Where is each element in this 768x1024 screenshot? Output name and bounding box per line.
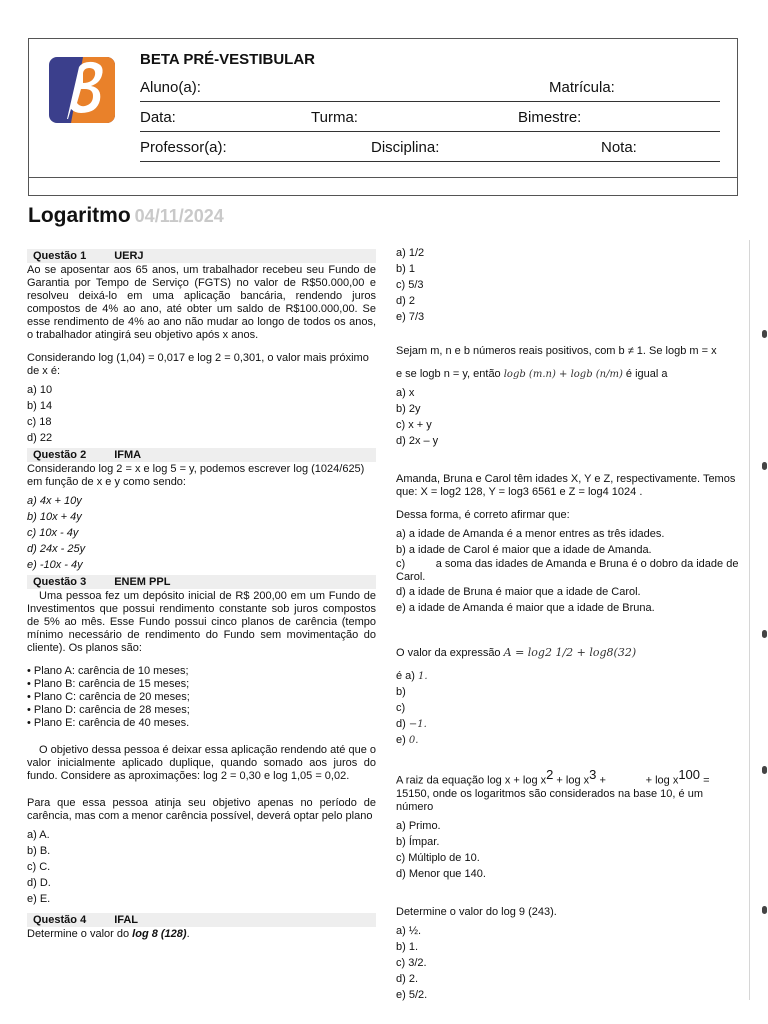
q5-text-before: e se logb n = y, então	[396, 368, 504, 380]
edge-mark	[762, 330, 767, 338]
right-column	[396, 245, 741, 1003]
q6-option-d[interactable]: d) a idade de Bruna é maior que a idade de Carol.	[396, 586, 641, 598]
question-4-text	[27, 928, 376, 941]
date-row	[140, 103, 720, 132]
question-source: ENEM PPL	[114, 576, 171, 588]
q1-option-a[interactable]: a) 10	[27, 384, 53, 396]
plan-c: • Plano C: carência de 20 meses;	[27, 691, 190, 703]
q6-option-e[interactable]: e) a idade de Amanda é maior que a idade de Bruna.	[396, 602, 655, 614]
q2-option-a[interactable]: a) 4x + 10y	[27, 495, 82, 507]
question-3-header	[27, 575, 376, 589]
beta-logo-icon	[49, 57, 115, 123]
edge-mark	[762, 462, 767, 470]
question-label: Questão 2	[33, 449, 87, 461]
question-label: Questão 3	[33, 576, 87, 588]
q9-option-c[interactable]: c) 3/2.	[396, 956, 427, 969]
q9-option-a[interactable]: a) ½.	[396, 924, 422, 937]
q4-option-c[interactable]: c) 5/3	[396, 279, 424, 291]
edge-mark	[762, 630, 767, 638]
q4-option-d[interactable]: d) 2	[396, 295, 415, 307]
date-label: Data:	[140, 109, 176, 126]
plan-b: • Plano B: carência de 15 meses;	[27, 678, 190, 690]
q2-option-e[interactable]: e) -10x - 4y	[27, 559, 83, 571]
q3-option-e[interactable]: e) E.	[27, 893, 51, 905]
q2-option-c[interactable]: c) 10x - 4y	[27, 527, 79, 539]
school-name: BETA PRÉ-VESTIBULAR	[140, 51, 316, 68]
question-3-text-2: O objetivo dessa pessoa é deixar essa aplicação rendendo até que o valor inicialmente aplicado duplique, quando somado aos juros do fundo. Considere as aproximações: log 2 = 0,30 e log 1,05 = 0,02.	[27, 744, 376, 782]
student-label: Aluno(a):	[140, 79, 201, 96]
question-2-text: Considerando log 2 = x e log 5 = y, podemos escrever log (1024/625) em função de x e y como sendo:	[27, 463, 365, 488]
q5-formula: logb (m.n) + logb (n/m)	[503, 369, 623, 380]
plan-e: • Plano E: carência de 40 meses.	[27, 717, 190, 729]
q4-option-e[interactable]: e) 7/3	[396, 311, 425, 323]
question-1-text: Ao se aposentar aos 65 anos, um trabalhador recebeu seu Fundo de Garantia por Tempo de Serviço (FGTS) no valor de R$50.000,00 e resolveu deixá-lo em uma aplicação bancária, rendendo juros compostos de 4% ao ano, até obter um saldo de R$100.000,00. Se esse rendimento de 4% ao ano não mudar ao longo de todos os anos, o trabalhador atingirá seu objetivo após x anos.	[27, 264, 376, 341]
q8-option-b[interactable]: b) Ímpar.	[396, 835, 440, 848]
q8-exp-2: 3	[589, 767, 597, 782]
edge-mark	[762, 906, 767, 914]
q9-option-e[interactable]: e) 5/2.	[396, 988, 428, 1001]
plan-d: • Plano D: carência de 28 meses;	[27, 704, 190, 716]
q7-option-c[interactable]	[396, 700, 741, 716]
q5-text-after: é igual a	[622, 368, 668, 380]
q5-option-b[interactable]: b) 2y	[396, 403, 421, 415]
q7-option-b[interactable]	[396, 684, 741, 700]
q7-option-letter: e)	[396, 734, 406, 746]
q6-option-a[interactable]: a) a idade de Amanda é a menor entres as três idades.	[396, 528, 665, 540]
q6-option-b[interactable]: b) a idade de Carol é maior que a idade de Amanda.	[396, 544, 652, 556]
q1-option-d[interactable]: d) 22	[27, 432, 53, 444]
title-date: 04/11/2024	[134, 206, 224, 226]
question-5-text: Sejam m, n e b números reais positivos, com b ≠ 1. Se logb m = x	[396, 345, 717, 357]
q8-part-1: A raiz da equação log x + log x	[396, 774, 547, 787]
header-divider	[29, 177, 737, 178]
q3-option-a[interactable]: a) A.	[27, 829, 50, 841]
q9-option-d[interactable]: d) 2.	[396, 972, 419, 985]
term-label: Bimestre:	[518, 109, 582, 126]
left-column	[27, 249, 376, 941]
page-title	[28, 204, 224, 228]
q5-option-a[interactable]: a) x	[396, 387, 415, 399]
q3-option-d[interactable]: d) D.	[27, 877, 51, 889]
q4-option-b[interactable]: b) 1	[396, 263, 415, 275]
question-source: IFMA	[114, 449, 142, 461]
q8-part-3: + + log x	[596, 774, 679, 787]
registration-label: Matrícula:	[549, 79, 615, 96]
title-text: Logaritmo	[28, 204, 131, 227]
plan-a: • Plano A: carência de 10 meses;	[27, 665, 189, 677]
q4-option-a[interactable]: a) 1/2	[396, 247, 425, 259]
q3-option-b[interactable]: b) B.	[27, 845, 51, 857]
q7-option-letter: b)	[396, 686, 406, 698]
subject-label: Disciplina:	[371, 139, 440, 156]
q6-option-c[interactable]: c) a soma das idades de Amanda e Bruna é o dobro da idade de Carol.	[396, 558, 742, 583]
student-row	[140, 73, 720, 102]
teacher-label: Professor(a):	[140, 139, 227, 156]
q7-lead: é a)	[396, 670, 419, 682]
q8-option-a[interactable]: a) Primo.	[396, 819, 441, 832]
grade-label: Nota:	[601, 139, 637, 156]
header-box	[28, 38, 738, 196]
question-3-text: Uma pessoa fez um depósito inicial de R$ 200,00 em um Fundo de Investimentos que possui rendimento constante sob juros compostos de 5% ao mês. Esse Fundo possui cinco planos de carência (tempo mínimo necessário de rendimento do Fundo sem movimentação do cliente). Os planos são:	[27, 590, 376, 654]
question-1-text-2: Considerando log (1,04) = 0,017 e log 2 = 0,301, o valor mais próximo de x é:	[27, 352, 369, 377]
q1-option-b[interactable]: b) 14	[27, 400, 53, 412]
q2-option-d[interactable]: d) 24x - 25y	[27, 543, 86, 555]
q5-option-d[interactable]: d) 2x – y	[396, 435, 439, 447]
q8-part-4: =	[700, 774, 710, 787]
question-6-text: Amanda, Bruna e Carol têm idades X, Y e Z, respectivamente. Temos que: X = log2 128, Y = log3 6561 e Z = log4 1024 .	[396, 473, 736, 498]
question-6-text-2: Dessa forma, é correto afirmar que:	[396, 509, 570, 521]
question-source: UERJ	[114, 250, 144, 262]
q7-option-e[interactable]	[396, 732, 741, 748]
q8-exp-1: 2	[546, 767, 554, 782]
q7-text: O valor da expressão	[396, 647, 504, 659]
q2-option-b[interactable]: b) 10x + 4y	[27, 511, 82, 523]
question-8-text-2: 15150, onde os logaritmos são considerados na base 10, é um número	[396, 787, 703, 813]
page-edge-divider	[749, 240, 750, 1000]
question-5-text-2	[396, 368, 741, 381]
q8-exp-3: 100	[678, 767, 701, 782]
q8-option-d[interactable]: d) Menor que 140.	[396, 867, 486, 880]
q7-option-letter: c)	[396, 702, 406, 714]
q7-option-a[interactable]	[396, 668, 741, 684]
q7-option-a-value: 1.	[418, 671, 428, 682]
question-9-text: Determine o valor do log 9 (243).	[396, 905, 557, 918]
q4-text-before: Determine o valor do	[27, 928, 133, 940]
q7-formula: A = log2 1/2 + log8(32)	[503, 646, 637, 659]
teacher-row	[140, 133, 720, 162]
class-label: Turma:	[311, 109, 358, 126]
q3-option-c[interactable]: c) C.	[27, 861, 51, 873]
q8-part-2: + log x	[553, 774, 590, 787]
q7-option-d[interactable]	[396, 716, 741, 732]
q8-option-c[interactable]: c) Múltiplo de 10.	[396, 851, 480, 864]
edge-mark	[762, 766, 767, 774]
question-source: IFAL	[114, 914, 139, 926]
q4-text-after: .	[186, 928, 190, 940]
q7-option-e-value: 0.	[408, 735, 419, 746]
question-7-text	[396, 646, 741, 660]
q7-option-d-value: −1.	[408, 719, 427, 730]
q9-option-b[interactable]: b) 1.	[396, 940, 419, 953]
question-2-header	[27, 448, 376, 462]
q7-option-letter: d)	[396, 718, 406, 730]
q4-text-bold: log 8 (128)	[132, 928, 187, 940]
question-label: Questão 4	[33, 914, 87, 926]
question-4-header	[27, 913, 376, 927]
question-label: Questão 1	[33, 250, 87, 262]
question-8-text	[396, 768, 741, 788]
question-1-header	[27, 249, 376, 263]
question-3-text-3: Para que essa pessoa atinja seu objetivo apenas no período de carência, mas com a menor carência possível, deverá optar pelo plano	[27, 797, 376, 822]
q1-option-c[interactable]: c) 18	[27, 416, 52, 428]
q5-option-c[interactable]: c) x + y	[396, 419, 432, 431]
